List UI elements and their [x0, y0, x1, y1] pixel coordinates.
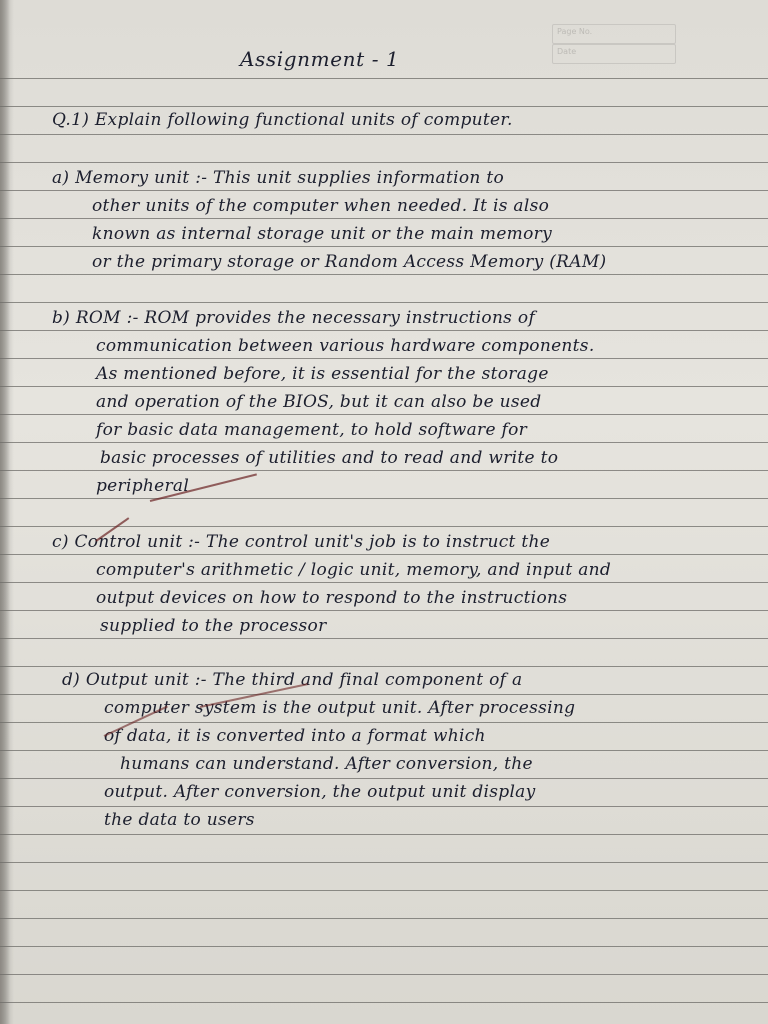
ruled-line	[0, 862, 768, 863]
ruled-line	[0, 442, 768, 443]
page-binding-shadow	[0, 0, 10, 1024]
output-unit-line-1: d) Output unit :- The third and final component of a	[62, 670, 523, 690]
rom-line-4: and operation of the BIOS, but it can also be used	[96, 392, 542, 412]
ruled-line	[0, 246, 768, 247]
output-unit-line-2: computer system is the output unit. After processing	[104, 698, 576, 718]
memory-unit-line-2: other units of the computer when needed. It is also	[92, 196, 550, 216]
output-unit-line-4: humans can understand. After conversion, the	[120, 754, 533, 774]
memory-unit-line-4: or the primary storage or Random Access Memory (RAM)	[92, 252, 607, 272]
ruled-line	[0, 638, 768, 639]
ruled-line	[0, 582, 768, 583]
date-box	[552, 44, 676, 64]
ruled-line	[0, 554, 768, 555]
ruled-line	[0, 750, 768, 751]
control-unit-line-3: output devices on how to respond to the instructions	[96, 588, 568, 608]
rom-line-5: for basic data management, to hold software for	[96, 420, 528, 440]
ruled-line	[0, 190, 768, 191]
rom-line-2: communication between various hardware components.	[96, 336, 595, 356]
question-line: Q.1) Explain following functional units of computer.	[52, 110, 513, 130]
memory-unit-line-3: known as internal storage unit or the main memory	[92, 224, 552, 244]
ruled-line	[0, 330, 768, 331]
memory-unit-line-1: a) Memory unit :- This unit supplies information to	[52, 168, 505, 188]
ruled-line	[0, 778, 768, 779]
ruled-line	[0, 918, 768, 919]
rom-line-3: As mentioned before, it is essential for the storage	[96, 364, 549, 384]
ruled-line	[0, 834, 768, 835]
output-unit-line-3: of data, it is converted into a format which	[104, 726, 486, 746]
ruled-line	[0, 274, 768, 275]
ruled-line	[0, 134, 768, 135]
control-unit-line-4: supplied to the processor	[100, 616, 327, 636]
ruled-line	[0, 722, 768, 723]
rom-line-1: b) ROM :- ROM provides the necessary instructions of	[52, 308, 536, 328]
rom-line-6: basic processes of utilities and to read and write to	[100, 448, 559, 468]
page-number-label: Page No.	[557, 27, 593, 36]
ruled-line	[0, 162, 768, 163]
ruled-line	[0, 358, 768, 359]
ruled-line	[0, 414, 768, 415]
ruled-line	[0, 218, 768, 219]
ruled-line	[0, 302, 768, 303]
output-unit-line-5: output. After conversion, the output unit display	[104, 782, 536, 802]
ruled-line	[0, 106, 768, 107]
ruled-line	[0, 806, 768, 807]
ruled-line	[0, 498, 768, 499]
ruled-line	[0, 78, 768, 79]
ruled-line	[0, 610, 768, 611]
ruled-line	[0, 386, 768, 387]
ruled-line	[0, 1002, 768, 1003]
output-unit-line-6: the data to users	[104, 810, 255, 830]
ruled-line	[0, 666, 768, 667]
assignment-title: Assignment - 1	[240, 47, 400, 71]
rom-line-7: peripheral	[96, 476, 190, 496]
page-number-box	[552, 24, 676, 44]
ruled-line	[0, 946, 768, 947]
ruled-line	[0, 974, 768, 975]
date-label: Date	[557, 47, 577, 56]
control-unit-line-2: computer's arithmetic / logic unit, memory, and input and	[96, 560, 612, 580]
ruled-line	[0, 890, 768, 891]
ruled-line	[0, 470, 768, 471]
ruled-line	[0, 694, 768, 695]
control-unit-line-1: c) Control unit :- The control unit's job is to instruct the	[52, 532, 551, 552]
